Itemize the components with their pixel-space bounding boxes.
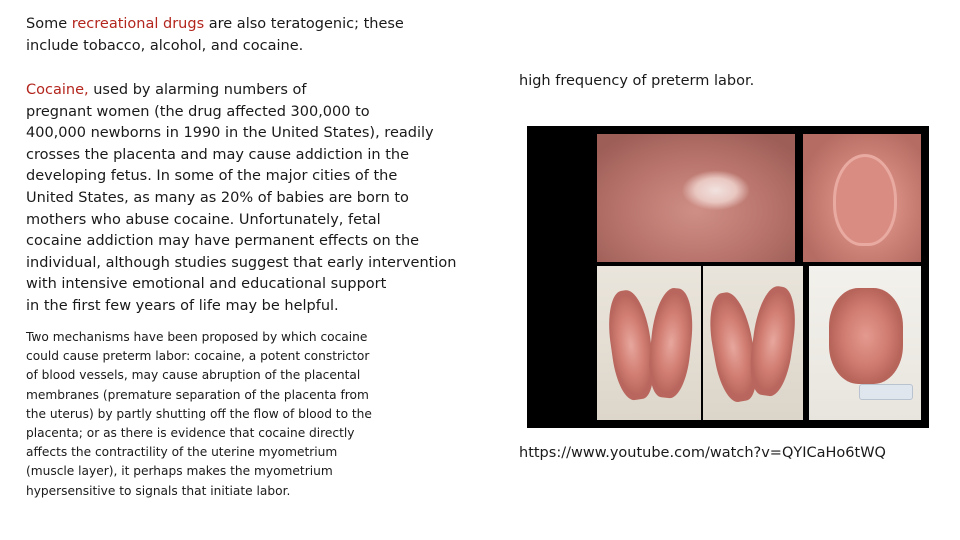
cocaine-line: crosses the placenta and may cause addiction in the: [26, 146, 409, 163]
cocaine-term: Cocaine,: [26, 82, 89, 98]
cocaine-line: individual, although studies suggest that early intervention: [26, 254, 457, 271]
mechanisms-line: membranes (premature separation of the placenta from: [26, 387, 369, 402]
mechanisms-line: hypersensitive to signals that initiate labor.: [26, 483, 291, 498]
mechanisms-paragraph: [26, 328, 406, 501]
cocaine-line: 400,000 newborns in 1990 in the United States), readily: [26, 125, 434, 142]
cocaine-line: pregnant women (the drug affected 300,000 to: [26, 103, 370, 120]
intro-line-1: [26, 14, 446, 36]
cocaine-paragraph: [26, 80, 466, 318]
id-bracelet: [859, 384, 913, 400]
newborn-photo-collage: [527, 126, 929, 428]
mechanisms-line: Two mechanisms have been proposed by which cocaine: [26, 330, 368, 344]
intro-pre: Some: [26, 16, 72, 32]
mechanisms-line: affects the contractility of the uterine myometrium: [26, 445, 338, 460]
cocaine-line-1-rest: used by alarming numbers of: [88, 82, 307, 98]
mechanisms-line: (muscle layer), it perhaps makes the myometrium: [26, 464, 333, 479]
preterm-text: high frequency of preterm labor.: [519, 73, 755, 89]
cocaine-line: mothers who abuse cocaine. Unfortunately, fetal: [26, 211, 381, 228]
newborn-face-photo: [597, 134, 795, 262]
newborn-feet-photo: [597, 266, 701, 420]
cocaine-line-1: [26, 80, 466, 102]
newborn-feet-photo-2: [703, 266, 803, 420]
intro-line-2: include tobacco, alcohol, and cocaine.: [26, 37, 304, 54]
fist-shape: [829, 288, 903, 384]
cocaine-line: developing fetus. In some of the major cities of the: [26, 168, 398, 185]
recreational-drugs-term: recreational drugs: [71, 16, 205, 32]
foot-right: [746, 284, 801, 398]
foot-right: [645, 286, 696, 400]
cocaine-line: with intensive emotional and educational support: [26, 276, 387, 293]
mechanisms-line: of blood vessels, may cause abruption of the placental: [26, 368, 361, 383]
newborn-hand-photo: [809, 266, 921, 420]
newborn-ear-photo: [803, 134, 921, 262]
intro-paragraph: [26, 14, 446, 57]
cocaine-line: cocaine addiction may have permanent effects on the: [26, 233, 420, 250]
video-link[interactable]: https://www.youtube.com/watch?v=QYICaHo6tWQ: [519, 445, 886, 461]
ear-shape: [833, 154, 897, 246]
intro-line-1-rest: are also teratogenic; these: [204, 16, 404, 32]
mechanisms-line: placenta; or as there is evidence that cocaine directly: [26, 426, 355, 441]
mechanisms-line: the uterus) by partly shutting off the flow of blood to the: [26, 406, 372, 421]
mechanisms-line: could cause preterm labor: cocaine, a potent constrictor: [26, 349, 370, 364]
cocaine-line: United States, as many as 20% of babies are born to: [26, 189, 409, 206]
cocaine-line: in the first few years of life may be helpful.: [26, 297, 339, 314]
